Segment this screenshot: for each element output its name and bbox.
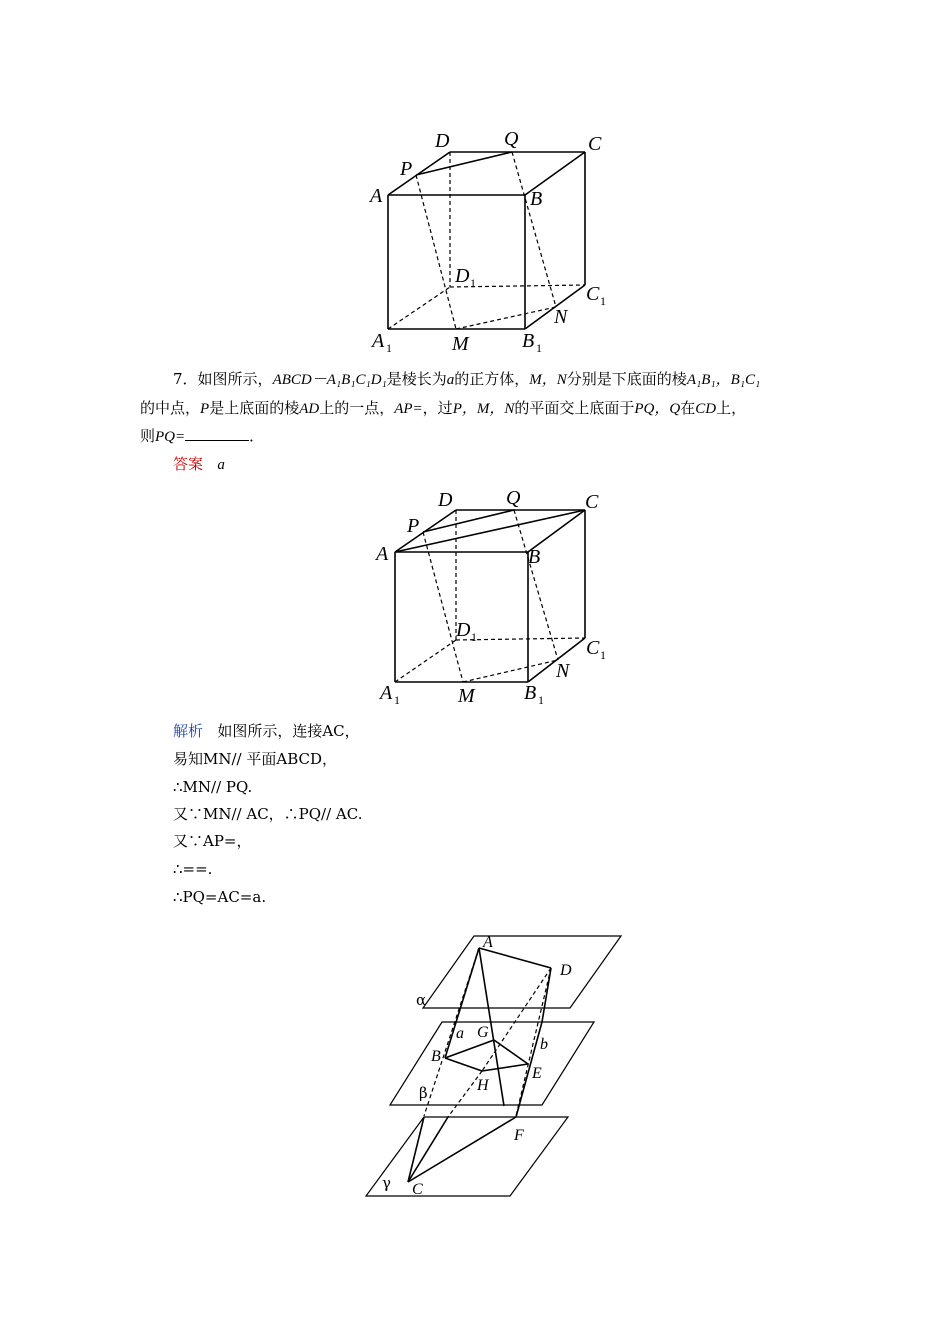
- svg-text:1: 1: [386, 341, 392, 355]
- solution-line-2: 易知MN// 平面ABCD，: [173, 750, 337, 768]
- solution-line-4: 又∵MN// AC，∴PQ// AC.: [173, 805, 363, 823]
- svg-text:D: D: [456, 619, 471, 641]
- svg-text:C: C: [412, 1181, 423, 1198]
- solution-line-1: 解析 如图所示，连接AC，: [173, 722, 360, 740]
- solution-line-7: ∴PQ=AC=a.: [173, 888, 267, 906]
- answer-label: 答案: [173, 455, 204, 473]
- svg-text:1: 1: [600, 294, 606, 308]
- label-b: B: [530, 188, 543, 210]
- svg-text:1: 1: [394, 693, 400, 707]
- label-d: D: [435, 130, 450, 152]
- svg-text:γ: γ: [382, 1174, 391, 1192]
- svg-text:Q: Q: [506, 487, 521, 509]
- svg-text:H: H: [477, 1077, 489, 1094]
- label-c1: C: [586, 283, 600, 305]
- label-m: M: [452, 333, 469, 355]
- solution-label: 解析: [173, 722, 204, 740]
- svg-text:1: 1: [471, 630, 477, 644]
- svg-text:G: G: [477, 1024, 489, 1041]
- svg-text:1: 1: [538, 693, 544, 707]
- label-a: A: [370, 185, 383, 207]
- svg-text:B: B: [524, 682, 537, 704]
- svg-text:A: A: [380, 682, 393, 704]
- svg-text:D: D: [560, 962, 572, 979]
- solution-line-6: ∴==.: [173, 860, 213, 878]
- label-b1: B: [522, 330, 535, 352]
- label-d1: D: [455, 265, 470, 287]
- problem-line-1: 7．如图所示，ABCD－A₁B₁C₁D₁是棱长为a的正方体，M，N分别是下底面的棱A₁B₁，B₁C₁: [173, 370, 761, 388]
- svg-text:b: b: [540, 1036, 548, 1053]
- answer-blank: [185, 426, 249, 441]
- svg-text:E: E: [532, 1065, 542, 1082]
- svg-text:N: N: [556, 660, 570, 682]
- svg-text:C: C: [586, 637, 600, 659]
- svg-text:M: M: [458, 685, 475, 707]
- answer-line: [173, 453, 225, 476]
- solution-line-3: ∴MN// PQ.: [173, 778, 253, 796]
- label-p: P: [400, 158, 413, 180]
- svg-text:1: 1: [536, 341, 542, 355]
- svg-text:P: P: [407, 515, 420, 537]
- planes-figure: [346, 918, 638, 1216]
- svg-text:F: F: [514, 1127, 524, 1144]
- svg-text:A: A: [483, 934, 493, 951]
- svg-text:B: B: [528, 546, 541, 568]
- svg-text:β: β: [419, 1084, 428, 1102]
- svg-text:A: A: [376, 543, 389, 565]
- label-n: N: [554, 306, 568, 328]
- label-a1: A: [372, 330, 385, 352]
- svg-text:B: B: [431, 1048, 441, 1065]
- label-c: C: [588, 133, 602, 155]
- label-q: Q: [504, 128, 519, 150]
- svg-text:C: C: [585, 491, 599, 513]
- svg-text:a: a: [456, 1025, 464, 1042]
- svg-text:D: D: [438, 489, 453, 511]
- svg-text:α: α: [416, 991, 427, 1009]
- cube-figure-2: [368, 486, 628, 716]
- problem-line-3: 则PQ= ．: [140, 427, 265, 445]
- svg-text:1: 1: [470, 276, 476, 290]
- problem-line-2: 的中点，P是上底面的棱AD上的一点，AP=，过P，M，N的平面交上底面于PQ，Q在CD上，: [140, 399, 747, 417]
- solution-line-5: 又∵AP=，: [173, 832, 252, 850]
- svg-text:1: 1: [600, 648, 606, 662]
- cube-figure-1: [360, 125, 620, 355]
- answer-value: a: [217, 457, 225, 473]
